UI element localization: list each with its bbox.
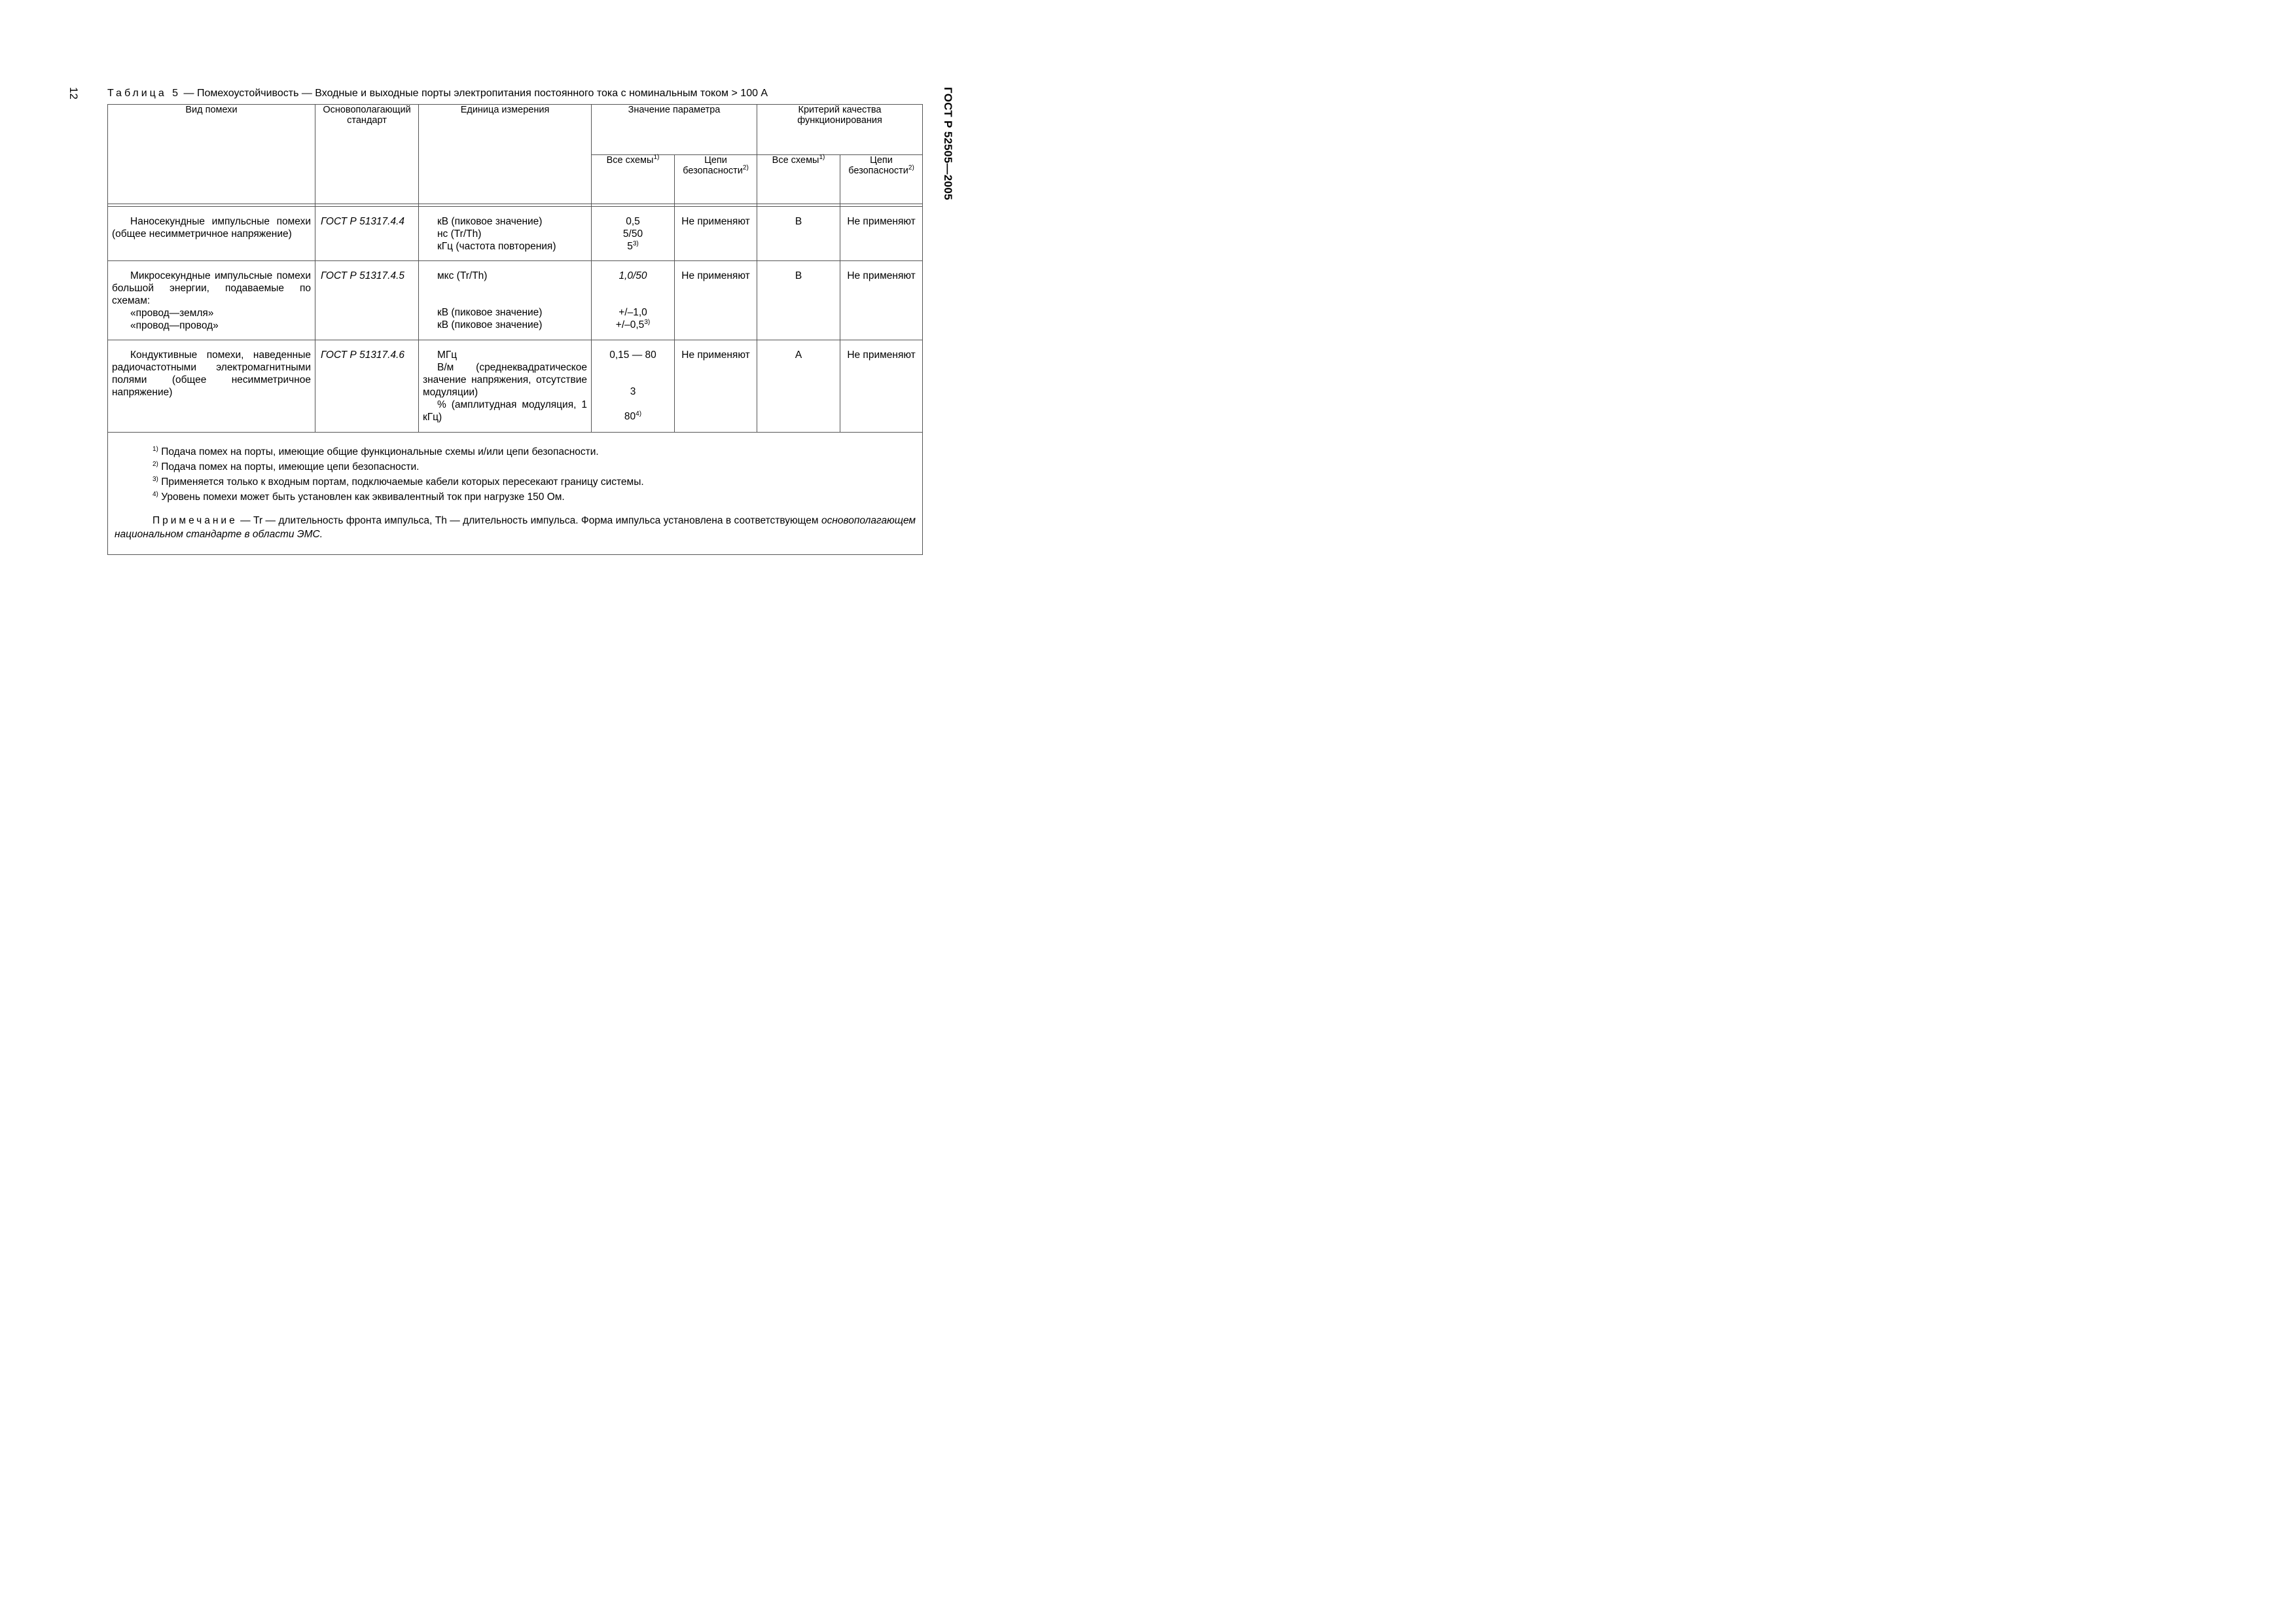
row2-criterion-all: В: [757, 261, 840, 340]
header-standard: Основополагающий стандарт: [315, 105, 419, 204]
row2-value-1: 1,0/50: [619, 270, 647, 281]
row2-value-ref: 3): [644, 319, 651, 326]
header-criterion-safety-label: Цепи безопасности: [848, 155, 908, 176]
table-note-text: — Tr — длительность фронта импульса, Th — длительность импульса. Форма импульса установлена в соответствующем: [237, 515, 821, 526]
header-criterion-safety: [840, 155, 923, 204]
row3-value-2: 3: [630, 386, 636, 397]
table-caption-text: — Помехоустойчивость — Входные и выходные порты электропитания постоянного тока с номинальным током > 100 А: [181, 88, 768, 99]
row2-type-text: Микросекундные импульсные помехи большой энергии, подаваемые по схемам:: [112, 270, 311, 306]
header-value-all-ref: 1): [653, 154, 660, 161]
row1-unit-1: кВ (пиковое значение): [437, 216, 543, 227]
row2-standard-text: ГОСТ Р 51317.4.5: [321, 270, 405, 281]
notes-cell: [108, 433, 923, 555]
notes-row: [108, 433, 923, 555]
row2-value-3: $+/-0,5^{3)}$: [615, 319, 651, 330]
row2-unit-2: кВ (пиковое значение): [437, 307, 543, 318]
row2-type: [108, 261, 315, 340]
header-unit: Единица измерения: [419, 105, 592, 204]
row1-value-3: 5$^{3)}$: [627, 240, 639, 252]
header-value-all: [592, 155, 675, 204]
table-row: [108, 261, 923, 340]
footnote-2: $^{2)}$ Подача помех на порты, имеющие цепи безопасности.: [152, 461, 420, 473]
row1-unit-2: нс (Tr/Th): [437, 228, 482, 240]
footnote-4: $^{4)}$ Уровень помехи может быть установлен как эквивалентный ток при нагрузке 150 Ом.: [152, 491, 565, 503]
row1-units: [419, 207, 592, 261]
row3-value-safety: Не применяют: [675, 340, 757, 433]
table-row: [108, 207, 923, 261]
row3-type: [108, 340, 315, 433]
row2-values: [592, 261, 675, 340]
row1-criterion-all: В: [757, 207, 840, 261]
row3-criterion-all: А: [757, 340, 840, 433]
footnote-3: $^{3)}$ Применяется только к входным портам, подключаемые кабели которых пересекают границу системы.: [152, 476, 644, 488]
header-criterion-all: [757, 155, 840, 204]
row2-type-item-1: «провод—земля»: [130, 308, 214, 319]
row3-unit-1: МГц: [437, 349, 457, 361]
row3-unit-3: % (амплитудная модуляция, 1 кГц): [423, 399, 587, 423]
table-caption: [107, 88, 768, 99]
row2-units: [419, 261, 592, 340]
row1-type: [108, 207, 315, 261]
document-code: ГОСТ Р 52505—2005: [942, 87, 954, 200]
row1-type-text: Наносекундные импульсные помехи (общее несимметричное напряжение): [112, 216, 311, 240]
header-criterion-group: Критерий качества функционирования: [757, 105, 923, 155]
table-row: [108, 340, 923, 433]
header-value-all-label: Все схемы: [606, 155, 654, 166]
row3-standard: [315, 340, 419, 433]
row2-unit-1: мкс (Tr/Th): [437, 270, 488, 281]
page-number: 12: [67, 87, 80, 99]
row1-value-ref: 3): [632, 240, 639, 247]
header-value-group: Значение параметра: [592, 105, 757, 155]
header-type: Вид помехи: [108, 105, 315, 204]
row1-criterion-safety: Не применяют: [840, 207, 923, 261]
header-row-top: [108, 105, 923, 155]
immunity-table: [107, 104, 923, 555]
table-note-italic: основополагающем национальном стандарте в области ЭМС.: [115, 515, 916, 540]
row2-criterion-safety: Не применяют: [840, 261, 923, 340]
row3-units: [419, 340, 592, 433]
row3-value-ref: 4): [636, 410, 642, 418]
row3-criterion-safety: Не применяют: [840, 340, 923, 433]
row1-values: [592, 207, 675, 261]
row2-value-safety: Не применяют: [675, 261, 757, 340]
row2-type-item-2: «провод—провод»: [130, 320, 219, 331]
row1-value-2: 5/50: [622, 228, 643, 240]
table-note: [115, 514, 916, 541]
row3-value-3: 80$^{4)}$: [624, 410, 642, 422]
header-value-safety-ref: 2): [742, 164, 749, 171]
row3-unit-2: В/м (среднеквадратическое значение напряжения, отсутствие модуляции): [423, 362, 587, 398]
row1-unit-3: кГц (частота повторения): [437, 241, 556, 252]
row1-value-1: 0,5: [626, 216, 640, 227]
table-caption-label: Таблица 5: [107, 88, 181, 99]
row1-standard-text: ГОСТ Р 51317.4.4: [321, 216, 405, 227]
header-criterion-all-ref: 1): [819, 154, 825, 161]
header-value-safety-label: Цепи безопасности: [683, 155, 743, 176]
row1-value-safety: Не применяют: [675, 207, 757, 261]
row2-value-2: +/–1,0: [619, 307, 647, 318]
table-note-label: Примечание: [152, 515, 238, 526]
row2-standard: [315, 261, 419, 340]
row3-values: [592, 340, 675, 433]
row3-type-text: Кондуктивные помехи, наведенные радиочастотными электромагнитными полями (общее несимметричное напряжение): [112, 349, 311, 398]
header-criterion-all-label: Все схемы: [772, 155, 819, 166]
header-value-safety: [675, 155, 757, 204]
row3-value-1: 0,15 — 80: [609, 349, 656, 361]
row2-unit-3: кВ (пиковое значение): [437, 319, 543, 330]
row3-standard-text: ГОСТ Р 51317.4.6: [321, 349, 405, 361]
row1-standard: [315, 207, 419, 261]
header-criterion-safety-ref: 2): [908, 164, 914, 171]
footnote-1: $^{1)}$ Подача помех на порты, имеющие общие функциональные схемы и/или цепи безопасности.: [152, 446, 599, 457]
